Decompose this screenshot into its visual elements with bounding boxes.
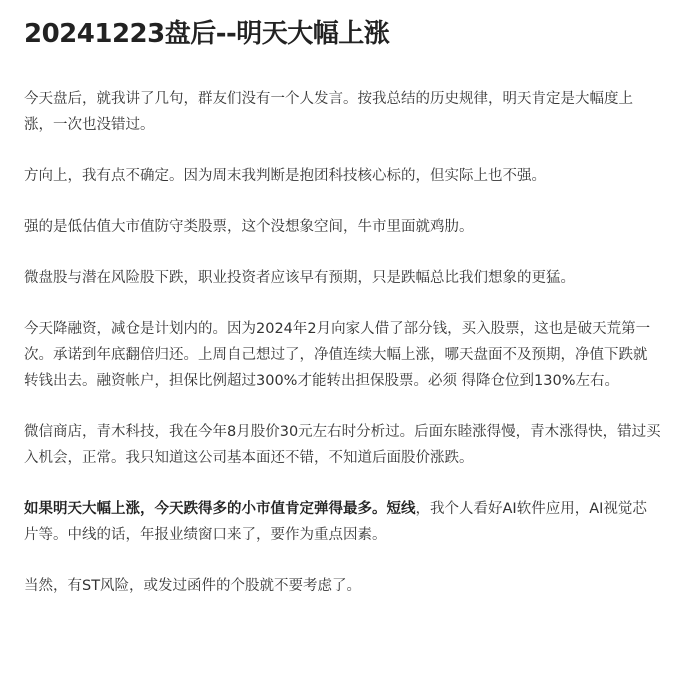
bold-lead: 如果明天大幅上涨， xyxy=(24,501,155,517)
paragraph-6: 微信商店，青木科技，我在今年8月股价30元左右时分析过。后面东睦涨得慢，青木涨得快，错过买入机会，正常。我只知道这公司基本面还不错，不知道后面股价涨跌。 xyxy=(24,424,661,466)
paragraph-8: 当然，有ST风险，或发过函件的个股就不要考虑了。 xyxy=(24,578,362,594)
bold-claim: 今天跌得多的小市值肯定弹得最多。 xyxy=(154,501,387,517)
paragraph-1: 今天盘后，就我讲了几句，群友们没有一个人发言。按我总结的历史规律，明天肯定是大幅度上涨，一次也没错过。 xyxy=(24,91,633,133)
paragraph-7-rest: ，我个人看好AI软件应用，AI视觉芯片等。中线的话，年报业绩窗口来了，要作为重点因素。 xyxy=(24,501,647,543)
paragraph-4: 微盘股与潜在风险股下跌，职业投资者应该早有预期，只是跌幅总比我们想象的更猛。 xyxy=(24,270,575,286)
paragraph-5: 今天降融资，减仓是计划内的。因为2024年2月向家人借了部分钱，买入股票，这也是破天荒第一次。承诺到年底翻倍归还。上周自己想过了，净值连续大幅上涨，哪天盘面不及预期，净值下跌就转钱出去。融资帐户，担保比例超过300%才能转出担保股票。必须 得降仓位到130%左右。 xyxy=(24,321,651,389)
paragraph-7 xyxy=(24,496,661,548)
paragraph-3: 强的是低估值大市值防守类股票，这个没想象空间，牛市里面就鸡肋。 xyxy=(24,219,474,235)
bold-shortterm: 短线 xyxy=(386,501,416,517)
article-title: 20241223盘后--明天大幅上涨 xyxy=(24,19,390,49)
paragraph-2: 方向上，我有点不确定。因为周末我判断是抱团科技核心标的，但实际上也不强。 xyxy=(24,168,546,184)
